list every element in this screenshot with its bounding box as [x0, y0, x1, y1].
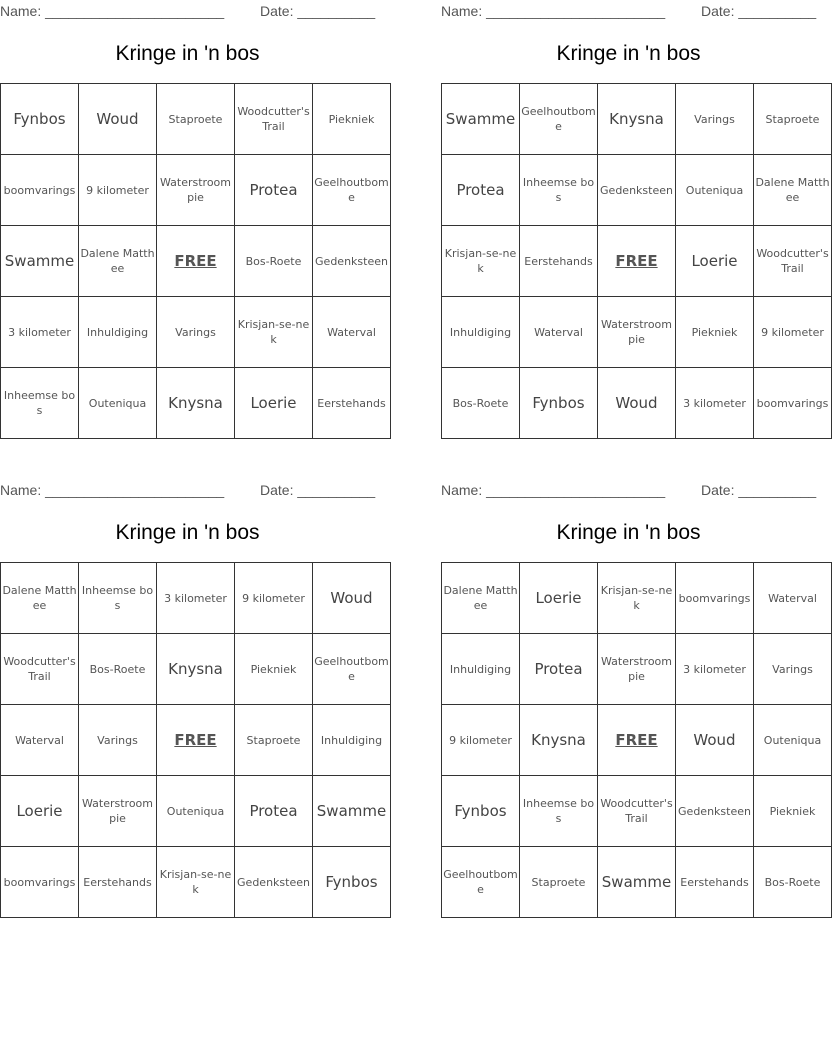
bingo-cell: Outeniqua — [79, 368, 157, 439]
bingo-cell: Loerie — [235, 368, 313, 439]
bingo-cell: Krisjan-se-nek — [598, 563, 676, 634]
bingo-cell: Fynbos — [442, 776, 520, 847]
date-field-label: Date: __________ — [701, 3, 817, 19]
bingo-cell: Swamme — [598, 847, 676, 918]
grid-row — [1, 634, 391, 705]
bingo-cell: Protea — [235, 776, 313, 847]
grid-row — [442, 84, 832, 155]
bingo-cell: Outeniqua — [676, 155, 754, 226]
bingo-cell: Bos-Roete — [79, 634, 157, 705]
bingo-cell: Varings — [79, 705, 157, 776]
bingo-cell: Varings — [754, 634, 832, 705]
bingo-cell: Gedenksteen — [235, 847, 313, 918]
bingo-cell: Inheemse bos — [520, 155, 598, 226]
bingo-cell: Woud — [313, 563, 391, 634]
bingo-cell: Woodcutter's Trail — [1, 634, 79, 705]
grid-row — [1, 226, 391, 297]
bingo-cell: Woodcutter's Trail — [754, 226, 832, 297]
bingo-cell: Inhuldiging — [442, 634, 520, 705]
grid-row — [1, 297, 391, 368]
free-space-cell: FREE — [157, 705, 235, 776]
bingo-cell: Outeniqua — [754, 705, 832, 776]
bingo-cell: Knysna — [157, 368, 235, 439]
name-field-label: Name: _______________________ — [0, 482, 225, 498]
bingo-cell: Gedenksteen — [598, 155, 676, 226]
bingo-cell: Waterstroompie — [79, 776, 157, 847]
date-field-label: Date: __________ — [260, 482, 376, 498]
bingo-cell: Swamme — [313, 776, 391, 847]
bingo-cell: Woodcutter's Trail — [235, 84, 313, 155]
grid-row — [442, 634, 832, 705]
bingo-cell: 3 kilometer — [157, 563, 235, 634]
bingo-cell: 9 kilometer — [235, 563, 313, 634]
bingo-cell: Dalene Matthee — [442, 563, 520, 634]
bingo-cell: Waterstroompie — [598, 634, 676, 705]
bingo-cell: Bos-Roete — [442, 368, 520, 439]
grid-row — [442, 563, 832, 634]
bingo-cell: 9 kilometer — [79, 155, 157, 226]
bingo-cell: Eerstehands — [313, 368, 391, 439]
bingo-cell: Protea — [520, 634, 598, 705]
bingo-cell: Staproete — [157, 84, 235, 155]
grid-row — [1, 847, 391, 918]
bingo-cell: Geelhoutbome — [442, 847, 520, 918]
bingo-cell: 9 kilometer — [442, 705, 520, 776]
bingo-cell: Knysna — [157, 634, 235, 705]
bingo-cell: Fynbos — [313, 847, 391, 918]
bingo-cell: boomvarings — [676, 563, 754, 634]
bingo-cell: Waterstroompie — [157, 155, 235, 226]
bingo-cell: boomvarings — [754, 368, 832, 439]
bingo-cell: Inhuldiging — [79, 297, 157, 368]
bingo-cell: 3 kilometer — [676, 368, 754, 439]
card-title: Kringe in 'n bos — [556, 42, 701, 65]
bingo-cell: Inheemse bos — [1, 368, 79, 439]
bingo-cell: Waterval — [1, 705, 79, 776]
bingo-cell: Waterstroompie — [598, 297, 676, 368]
bingo-cell: Waterval — [754, 563, 832, 634]
bingo-cell: Gedenksteen — [676, 776, 754, 847]
bingo-grid — [0, 83, 391, 439]
bingo-cell: Swamme — [442, 84, 520, 155]
bingo-cell: Piekniek — [754, 776, 832, 847]
bingo-cell: Inheemse bos — [79, 563, 157, 634]
bingo-cell: Knysna — [520, 705, 598, 776]
date-field-label: Date: __________ — [260, 3, 376, 19]
grid-row — [1, 368, 391, 439]
grid-row — [1, 84, 391, 155]
bingo-cell: Bos-Roete — [235, 226, 313, 297]
bingo-cell: Eerstehands — [676, 847, 754, 918]
grid-row — [442, 368, 832, 439]
bingo-cell: 3 kilometer — [676, 634, 754, 705]
name-field-label: Name: _______________________ — [441, 482, 666, 498]
bingo-cell: Geelhoutbome — [520, 84, 598, 155]
bingo-cell: Bos-Roete — [754, 847, 832, 918]
bingo-cell: Swamme — [1, 226, 79, 297]
bingo-cell: 3 kilometer — [1, 297, 79, 368]
bingo-cell: Dalene Matthee — [754, 155, 832, 226]
free-space-cell: FREE — [598, 705, 676, 776]
bingo-grid — [441, 83, 832, 439]
grid-row — [1, 776, 391, 847]
bingo-cell: boomvarings — [1, 155, 79, 226]
bingo-cell: Inheemse bos — [520, 776, 598, 847]
grid-row — [442, 226, 832, 297]
bingo-cell: Woud — [598, 368, 676, 439]
bingo-cell: Krisjan-se-nek — [442, 226, 520, 297]
bingo-cell: Dalene Matthee — [79, 226, 157, 297]
grid-row — [442, 776, 832, 847]
bingo-cell: Eerstehands — [520, 226, 598, 297]
grid-row — [1, 705, 391, 776]
bingo-cell: Fynbos — [1, 84, 79, 155]
free-space-cell: FREE — [598, 226, 676, 297]
bingo-cell: Outeniqua — [157, 776, 235, 847]
bingo-cell: Woud — [676, 705, 754, 776]
grid-row — [442, 297, 832, 368]
bingo-cell: Knysna — [598, 84, 676, 155]
bingo-grid — [0, 562, 391, 918]
bingo-cell: Staproete — [520, 847, 598, 918]
bingo-cell: Piekniek — [313, 84, 391, 155]
bingo-cell: Inhuldiging — [313, 705, 391, 776]
bingo-cell: Protea — [235, 155, 313, 226]
bingo-cell: Dalene Matthee — [1, 563, 79, 634]
bingo-cell: Woud — [79, 84, 157, 155]
name-field-label: Name: _______________________ — [0, 3, 225, 19]
bingo-cell: 9 kilometer — [754, 297, 832, 368]
bingo-cell: Varings — [676, 84, 754, 155]
bingo-cell: Krisjan-se-nek — [157, 847, 235, 918]
bingo-cell: Piekniek — [676, 297, 754, 368]
bingo-grid — [441, 562, 832, 918]
bingo-cell: Piekniek — [235, 634, 313, 705]
card-title: Kringe in 'n bos — [556, 521, 701, 544]
name-field-label: Name: _______________________ — [441, 3, 666, 19]
grid-row — [442, 705, 832, 776]
bingo-cell: Krisjan-se-nek — [235, 297, 313, 368]
bingo-cell: Fynbos — [520, 368, 598, 439]
grid-row — [1, 563, 391, 634]
free-space-cell: FREE — [157, 226, 235, 297]
card-title: Kringe in 'n bos — [115, 521, 260, 544]
bingo-cell: Geelhoutbome — [313, 634, 391, 705]
bingo-cell: Eerstehands — [79, 847, 157, 918]
date-field-label: Date: __________ — [701, 482, 817, 498]
bingo-cell: Loerie — [520, 563, 598, 634]
bingo-cell: Woodcutter's Trail — [598, 776, 676, 847]
bingo-cell: Protea — [442, 155, 520, 226]
bingo-cell: boomvarings — [1, 847, 79, 918]
bingo-cell: Varings — [157, 297, 235, 368]
grid-row — [442, 155, 832, 226]
card-title: Kringe in 'n bos — [115, 42, 260, 65]
bingo-cell: Waterval — [520, 297, 598, 368]
bingo-cell: Geelhoutbome — [313, 155, 391, 226]
bingo-cell: Inhuldiging — [442, 297, 520, 368]
bingo-cell: Waterval — [313, 297, 391, 368]
bingo-cell: Staproete — [235, 705, 313, 776]
bingo-cell: Loerie — [1, 776, 79, 847]
bingo-cell: Loerie — [676, 226, 754, 297]
grid-row — [442, 847, 832, 918]
grid-row — [1, 155, 391, 226]
bingo-cell: Staproete — [754, 84, 832, 155]
bingo-cell: Gedenksteen — [313, 226, 391, 297]
